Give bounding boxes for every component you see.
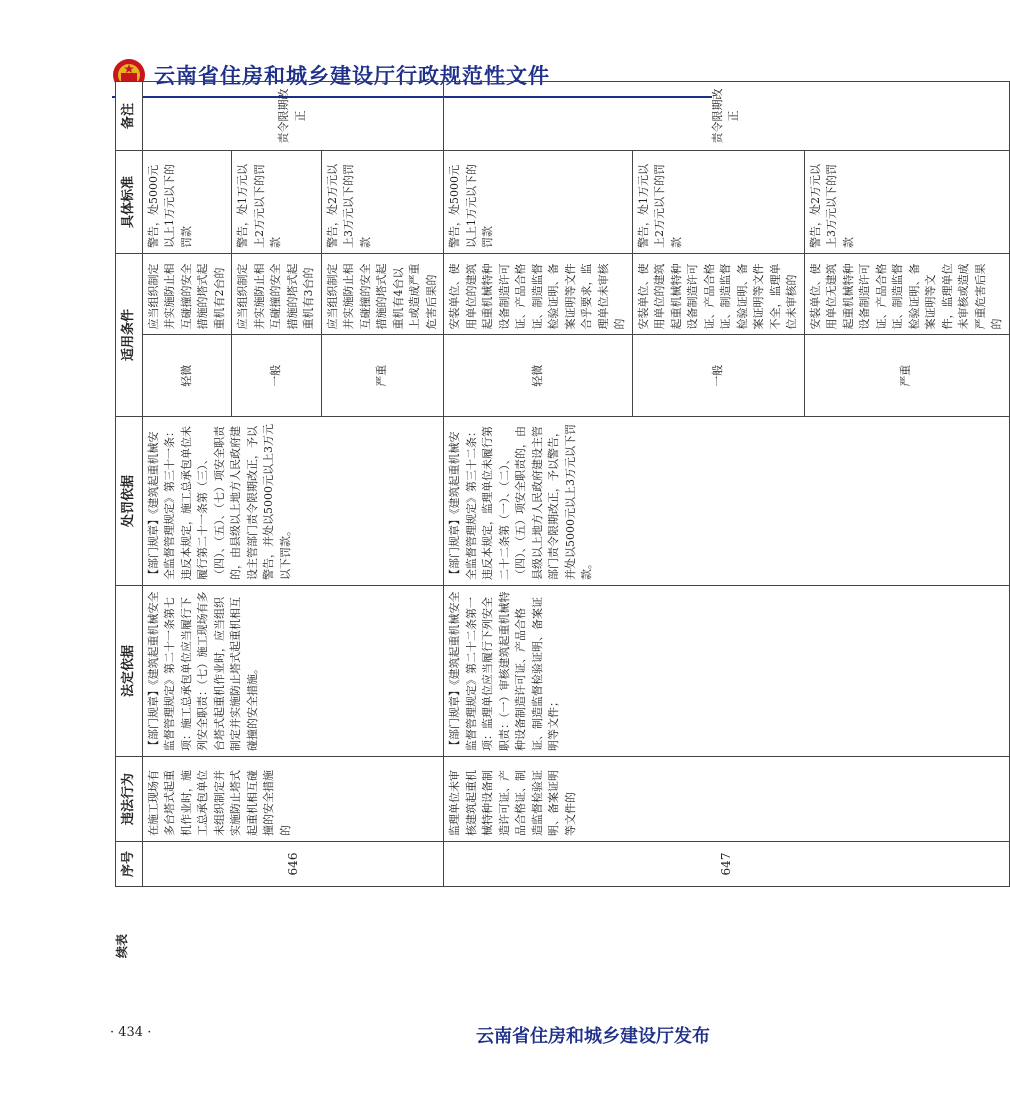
- table-row: [444, 82, 633, 887]
- row-penalty: 【部门规章】《建筑起重机械安全监督管理规定》第三十一条：违反本规定，施工总承包单位未履行第二十一条第（三）、（四）、（五）、（七）项安全职责的，由县级以上地方人民政府建设主管部门责令限期改正，予以警告，并处以5000元以上3万元以下罚款。: [142, 417, 444, 586]
- row-law: 【部门规章】《建筑起重机械安全监督管理规定》第二十二条第一项：监理单位应当履行下列安全职责：（一）审核建筑起重机械特种设备制造许可证、产品合格证、制造监督检验证明、备案证明等文件；: [444, 586, 1010, 757]
- column-header-note: 备注: [116, 82, 143, 151]
- row-standard: 警告，处2万元以上3万元以下的罚款: [321, 151, 444, 254]
- row-condition: 应当组织制定并实施防止相互碰撞的安全措施的塔式起重机有2台的: [142, 254, 232, 336]
- row-condition: 安装单位、使用单位的建筑起重机械特种设备制造许可证、产品合格证、制造监督检验证明、备案证明等文件不全，监理单位未审核的: [632, 254, 804, 336]
- rotated-table-container: [115, 88, 1003, 887]
- row-condition: 安装单位、使用单位无建筑起重机械特种设备制造许可证、产品合格证、制造监督检验证明、备案证明等文件，监理单位未审核或造成严重危害后果的: [804, 254, 1009, 336]
- table-header-row: [116, 82, 143, 887]
- page-number: · 434 ·: [110, 1025, 152, 1040]
- continued-table-label: 续表: [115, 933, 129, 958]
- row-standard: 警告，处5000元以上1万元以下的罚款: [444, 151, 633, 254]
- column-header-act: 违法行为: [116, 757, 143, 842]
- row-condition: 应当组织制定并实施防止相互碰撞的安全措施的塔式起重机有4台以上或造成严重危害后果的: [321, 254, 444, 336]
- row-standard: 警告，处5000元以上1万元以下的罚款: [142, 151, 232, 254]
- column-header-seq: 序号: [116, 842, 143, 887]
- column-header-condition: 适用条件: [116, 254, 143, 417]
- row-standard: 警告，处2万元以上3万元以下的罚款: [804, 151, 1009, 254]
- row-note: 责令限期改正: [444, 82, 1010, 151]
- row-level: 一般: [232, 335, 322, 417]
- row-condition: 安装单位、使用单位的建筑起重机械特种设备制造许可证、产品合格证、制造监督检验证明、备案证明等文件合乎要求，监理单位未审核的: [444, 254, 633, 336]
- row-seq: 647: [444, 842, 1010, 887]
- column-header-law: 法定依据: [116, 586, 143, 757]
- row-level: 严重: [804, 335, 1009, 417]
- row-standard: 警告，处1万元以上2万元以下的罚款: [632, 151, 804, 254]
- publisher-footer: 云南省住房和城乡建设厅发布: [476, 1026, 710, 1047]
- row-act: 在施工现场有多台塔式起重机作业时，施工总承包单位未组织制定并实施防止塔式起重机相互碰撞的安全措施的: [142, 757, 444, 842]
- row-law: 【部门规章】《建筑起重机械安全监督管理规定》第二十一条第七项：施工总承包单位应当履行下列安全职责：（七）施工现场有多台塔式起重机作业时，应当组织制定并实施防止塔式起重机相互碰撞的安全措施。: [142, 586, 444, 757]
- row-act: 监理单位未审核建筑起重机械特种设备制造许可证、产品合格证、制造监督检验证明、备案证明等文件的: [444, 757, 1010, 842]
- row-level: 严重: [321, 335, 444, 417]
- row-note: 责令限期改正: [142, 82, 444, 151]
- row-penalty: 【部门规章】《建筑起重机械安全监督管理规定》第三十二条：违反本规定，监理单位未履行第二十二条第（一）、（二）、（四）、（五）项安全职责的，由县级以上地方人民政府建设主管部门责令限期改正，予以警告，并处以5000元以上3万元以下罚款。: [444, 417, 1010, 586]
- table-row: [142, 82, 232, 887]
- column-header-penalty: 处罚依据: [116, 417, 143, 586]
- row-level: 轻微: [142, 335, 232, 417]
- column-header-standard: 具体标准: [116, 151, 143, 254]
- row-standard: 警告，处1万元以上2万元以下的罚款: [232, 151, 322, 254]
- document-title: 云南省住房和城乡建设厅行政规范性文件: [154, 64, 550, 88]
- penalty-table: [115, 81, 1010, 887]
- row-seq: 646: [142, 842, 444, 887]
- row-condition: 应当组织制定并实施防止相互碰撞的安全措施的塔式起重机有3台的: [232, 254, 322, 336]
- row-level: 轻微: [444, 335, 633, 417]
- row-level: 一般: [632, 335, 804, 417]
